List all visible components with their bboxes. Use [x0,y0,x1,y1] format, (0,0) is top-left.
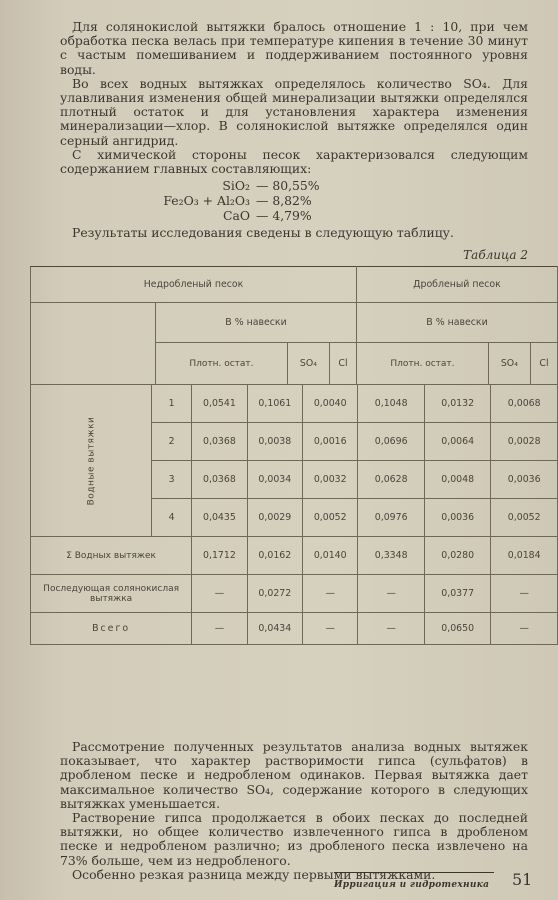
table-cell: 0,0029 [247,499,302,537]
table-cell: 0,0040 [303,385,358,423]
table-cell: 0,0368 [192,461,247,499]
table-cell: 0,0052 [491,499,558,537]
paragraph-hcl-extract: Для солянокислой вытяжки бралось отношение 1 : 10, при чем обработка песка велась при температуре кипения в течение 30 минут с частым помешиванием и поддерживанием постоянного уровня воды. [60,19,528,77]
table-cell: — [491,613,558,645]
table-cell: 0,0541 [192,385,247,423]
table-cell: 0,0016 [303,423,358,461]
table-caption: Таблица 2 [463,248,528,263]
table-cell: 0,0052 [303,499,358,537]
table-cell: 0,1061 [247,385,302,423]
paragraph-difference: Особенно резкая разница между первыми вытяжками. [72,866,436,882]
table-cell: 0,0162 [247,537,302,575]
paragraph-analysis: Рассмотрение полученных результатов анализа водных вытяжек показывает, что характер растворимости гипса (сульфатов) в дробленом песке и недробленом одинаков. Первая вытяжка дает максимальное количество SO₄, содержание которого в следующих вытяжках уменьшается. [60,739,528,811]
table-cell: 0,0650 [424,613,491,645]
hcl-label: Последующая солянокислая вытяжка [31,575,192,613]
col-header-plot: Плотн. остат. [156,343,288,385]
col-header-so4: SO₄ [287,343,329,385]
table-row-total [31,613,558,645]
table-cell: 0,0036 [491,461,558,499]
paragraph-composition: С химической стороны песок характеризовался следующим содержанием главных составляющих: [60,146,528,177]
row-number: 4 [151,499,191,537]
table-cell: — [358,613,425,645]
table-cell: — [303,575,358,613]
table-cell: 0,0032 [303,461,358,499]
subheader-pct-droblen: В % навески [356,303,557,343]
row-number: 2 [151,423,191,461]
page-number: 51 [512,870,533,889]
col-header-so4: SO₄ [488,343,530,385]
formula-lhs: Fe₂O₃ + Al₂O₃ [163,193,250,209]
table-cell: 0,0435 [192,499,247,537]
table-cell: 0,0377 [424,575,491,613]
row-group-spacer [31,385,152,537]
journal-title: Ирригация и гидротехника [334,880,490,890]
col-header-plot: Плотн. остат. [356,343,488,385]
table-cell: 0,0272 [247,575,302,613]
results-table [30,266,558,385]
header-droblen: Дробленый песок [356,267,557,303]
subheader-pct-undroblen: В % навески [156,303,357,343]
formula-rhs: — 80,55% [256,178,320,194]
table-cell: 0,1048 [358,385,425,423]
table-row-sum [31,537,558,575]
row-group-cell [31,303,156,385]
col-header-cl: Cl [530,343,557,385]
formula-row [60,208,528,223]
header-undroblen: Недробленый песок [31,267,357,303]
table-cell: 0,0048 [424,461,491,499]
table-cell: 0,0434 [247,613,302,645]
table-cell: — [192,613,247,645]
table-cell: 0,0034 [247,461,302,499]
table-cell: — [192,575,247,613]
table-cell: 0,0140 [303,537,358,575]
row-group-label: Водные вытяжки [85,417,96,506]
table-cell: — [303,613,358,645]
page-footer [330,870,533,892]
table-cell: 0,0028 [491,423,558,461]
row-number: 3 [151,461,191,499]
composition-formulas [60,178,528,223]
conclusion-text [60,740,528,882]
table-cell: 0,0280 [424,537,491,575]
col-header-cl: Cl [330,343,357,385]
table-cell: 0,0184 [491,537,558,575]
table-cell: — [491,575,558,613]
row-number: 1 [151,385,191,423]
table-cell: 0,0976 [358,499,425,537]
formula-rhs: — 8,82% [256,193,312,209]
formula-row [60,178,528,193]
table-cell: 0,0064 [424,423,491,461]
table-cell: — [358,575,425,613]
table-row-hcl [31,575,558,613]
formula-row [60,193,528,208]
table-row [31,385,558,423]
table-cell: 0,0628 [358,461,425,499]
table-cell: 0,0368 [192,423,247,461]
total-label: Всего [31,613,192,645]
formula-lhs: CaO [222,208,250,224]
table-cell: 0,3348 [358,537,425,575]
table-cell: 0,0068 [491,385,558,423]
formula-lhs: SiO₂ [222,178,250,194]
paragraph-results-intro: Результаты исследования сведены в следующую таблицу. [72,225,454,241]
footer-rule [334,872,494,873]
paragraph-dissolution: Растворение гипса продолжается в обоих песках до последней вытяжки, но общее количество извлеченного гипса в дробленом песке и недробленом различно; из дробленого песка извлечено на 73% больше, чем из недробленого. [60,810,528,868]
results-table-body [30,384,558,645]
formula-rhs: — 4,79% [256,208,312,224]
table-cell: 0,0036 [424,499,491,537]
sum-label: Σ Водных вытяжек [31,537,192,575]
table-cell: 0,0132 [424,385,491,423]
paragraph-water-extracts: Во всех водных вытяжках определялось количество SO₄. Для улавливания изменения общей минерализации вытяжки определялся плотный остаток и для установления характера изменения минерализации—хлор. В солянокислой вытяжке определялся один серный ангидрид. [60,75,528,148]
table-cell: 0,1712 [192,537,247,575]
table-cell: 0,0038 [247,423,302,461]
table-cell: 0,0696 [358,423,425,461]
